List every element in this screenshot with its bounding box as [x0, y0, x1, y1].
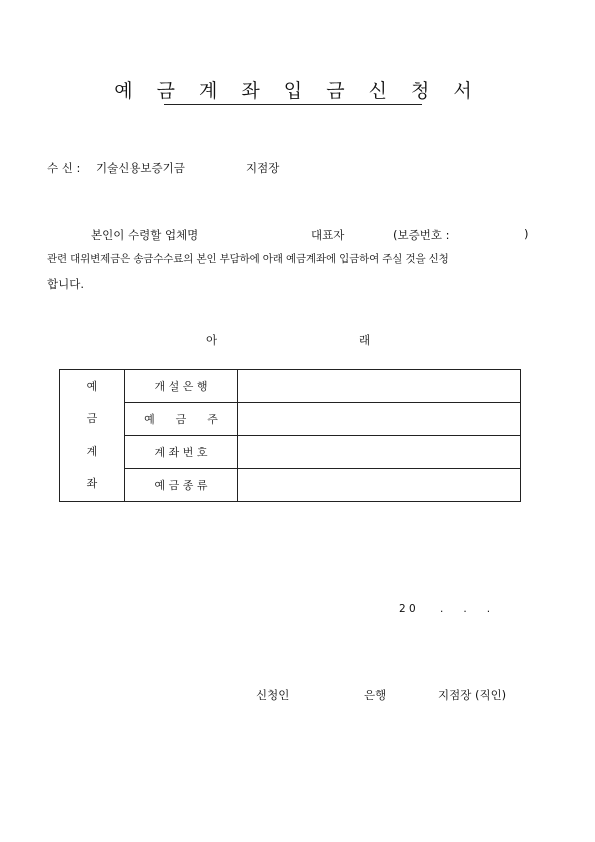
- body-guarantee-close: ): [524, 227, 529, 241]
- row-label-deposit-type: 예 금 종 류: [125, 469, 238, 502]
- side-char: 금: [86, 412, 98, 425]
- document-title: 예 금 계 좌 입 금 신 청 서: [114, 80, 481, 102]
- date-separators: . . .: [440, 603, 491, 615]
- table-row: [60, 436, 521, 469]
- value-holder[interactable]: [238, 403, 521, 436]
- side-char: 좌: [86, 477, 98, 490]
- account-table: [59, 369, 521, 502]
- row-label-account-number: 계 좌 번 호: [125, 436, 238, 469]
- body-line-3: 합니다.: [47, 277, 84, 291]
- side-char: 예: [86, 379, 98, 393]
- date-year: 2 0: [399, 603, 416, 615]
- body-company-text: 본인이 수령할 업체명: [91, 228, 199, 242]
- recipient-branch: 지점장: [246, 161, 280, 175]
- row-label-bank: 개 설 은 행: [125, 370, 238, 403]
- table-row: [60, 469, 521, 502]
- signature-branch-manager: 지점장 (직인): [438, 688, 507, 702]
- table-row: [60, 370, 521, 403]
- recipient-org: 기술신용보증기금: [96, 161, 185, 175]
- below-char-rae: 래: [359, 333, 371, 347]
- signature-bank: 은행: [364, 688, 387, 702]
- body-guarantee-number: (보증번호 :: [393, 228, 450, 242]
- value-bank[interactable]: [238, 370, 521, 403]
- body-representative: 대표자: [311, 228, 345, 242]
- title-underline: [164, 104, 422, 105]
- account-side-label: [60, 370, 125, 502]
- recipient-label: 수 신 :: [47, 161, 81, 175]
- side-char: 계: [86, 444, 98, 458]
- row-label-holder: 예 금 주: [125, 403, 238, 436]
- below-char-a: 아: [206, 333, 218, 347]
- signature-applicant: 신청인: [256, 688, 290, 702]
- value-deposit-type[interactable]: [238, 469, 521, 502]
- body-line-2: 관련 대위변제금은 송금수수료의 본인 부담하에 아래 예금계좌에 입금하여 주실 것을 신청: [47, 253, 449, 265]
- table-row: [60, 403, 521, 436]
- value-account-number[interactable]: [238, 436, 521, 469]
